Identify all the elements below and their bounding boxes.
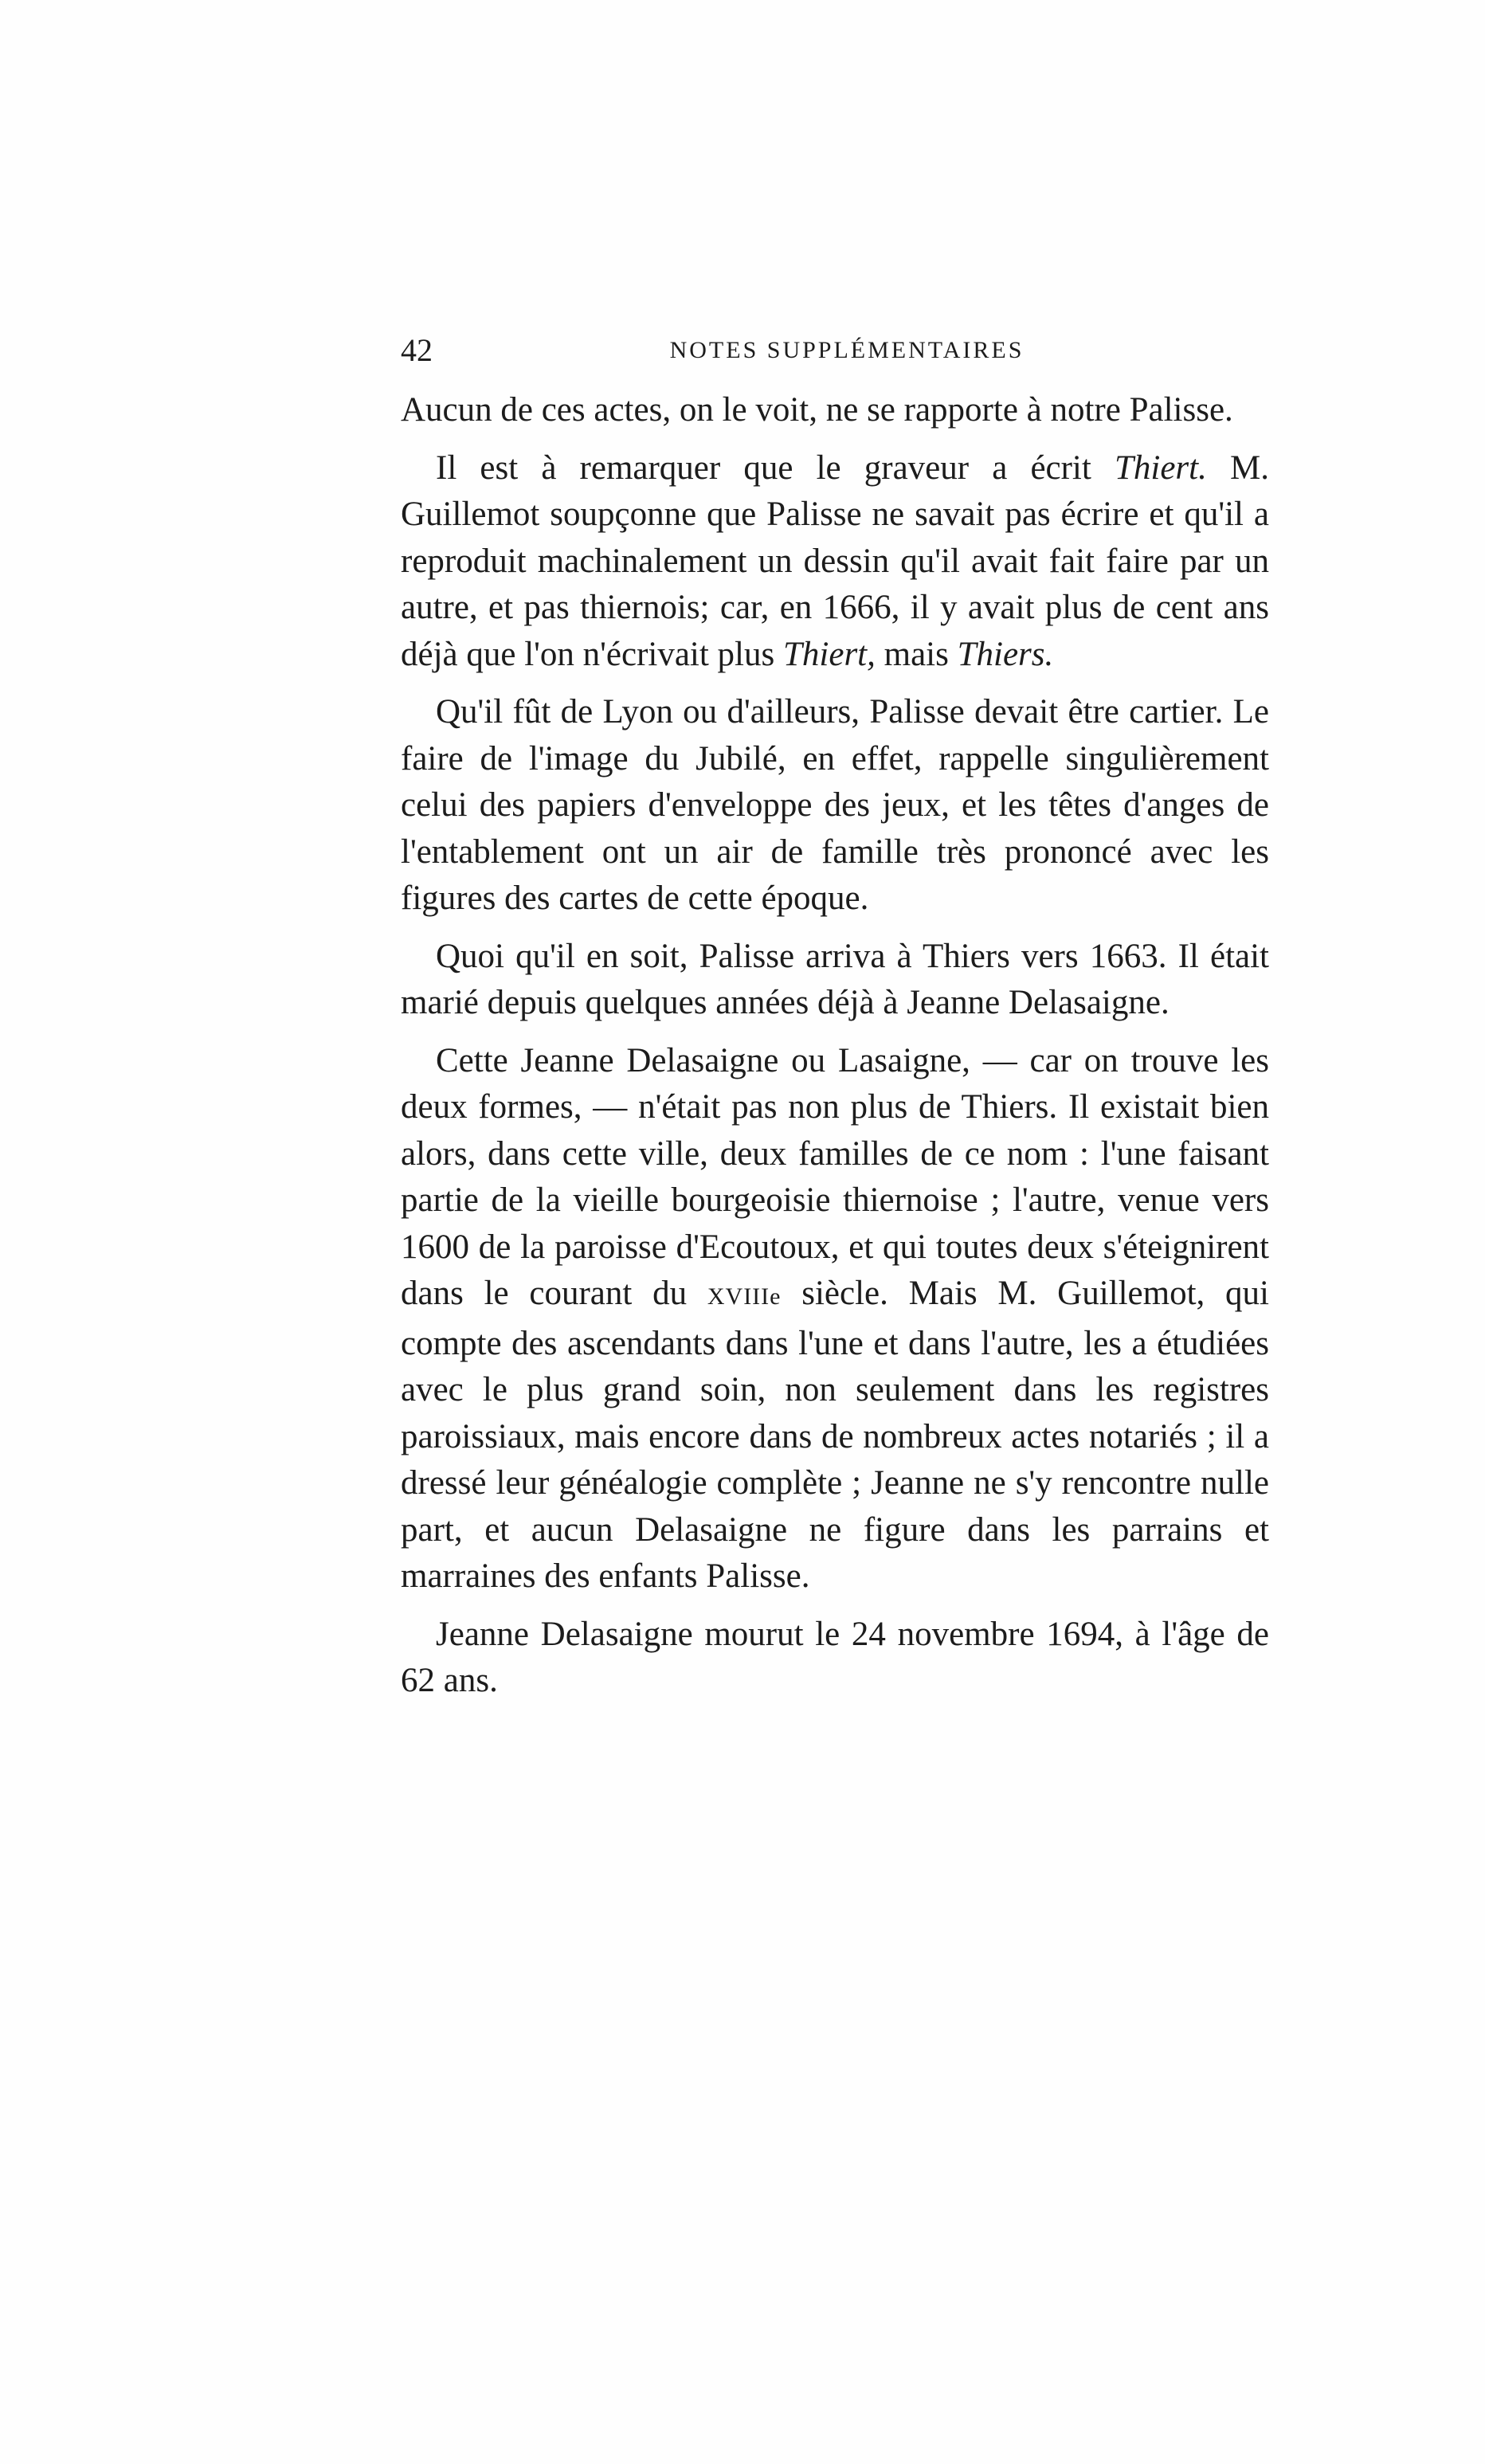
- century-numeral: XVIIIe: [707, 1283, 782, 1310]
- paragraph-2-text-b: M. Guillemot soupçonne que Palisse ne savait pas écrire et qu'il a reproduit machinalement un dessin qu'il avait fait faire par un autre, et pas thiernois; car, en 1666, il y avait plus de cent ans déjà que l'on n'écrivait plus: [401, 449, 1270, 673]
- paragraph-1: [401, 387, 1269, 434]
- paragraph-2-text-a: Il est à remarquer que le graveur a écrit: [436, 449, 1115, 487]
- paragraph-1-text: Aucun de ces actes, on le voit, ne se rapporte à notre Palisse.: [401, 391, 1233, 429]
- italic-thiers: Thiers.: [957, 635, 1054, 673]
- paragraph-4-text: Quoi qu'il en soit, Palisse arriva à Thiers vers 1663. Il était marié depuis quelques années déjà à Jeanne Delasaigne.: [401, 937, 1269, 1021]
- paragraph-6: [401, 1612, 1269, 1705]
- paragraph-4: [401, 934, 1269, 1027]
- page-number: 42: [401, 332, 433, 368]
- paragraph-2-text-c: mais: [875, 635, 958, 673]
- paragraph-5: [401, 1038, 1269, 1600]
- paragraph-3-text: Qu'il fût de Lyon ou d'ailleurs, Palisse devait être cartier. Le faire de l'image du Jubilé, en effet, rappelle singulièrement celui des papiers d'enveloppe des jeux, et les têtes d'anges de l'entablement ont un air de famille très prononcé avec les figures des cartes de cette époque.: [401, 693, 1269, 917]
- running-head: [401, 327, 1269, 374]
- italic-thiert-2: Thiert,: [783, 635, 876, 673]
- paragraph-5-text-b: siècle. Mais M. Guillemot, qui compte des ascendants dans l'une et dans l'autre, les a étudiées avec le plus grand soin, non seulement dans les registres paroissiaux, mais encore dans de nombreux actes notariés ; il a dressé leur généalogie complète ; Jeanne ne s'y rencontre nulle part, et aucun Delasaigne ne figure dans les parrains et marraines des enfants Palisse.: [401, 1275, 1269, 1595]
- paragraph-6-text: Jeanne Delasaigne mourut le 24 novembre 1694, à l'âge de 62 ans.: [401, 1615, 1269, 1699]
- paragraph-5-text-a: Cette Jeanne Delasaigne ou Lasaigne, — car on trouve les deux formes, — n'était pas non plus de Thiers. Il existait bien alors, dans cette ville, deux familles de ce nom : l'une faisant partie de la vieille bourgeoisie thiernoise ; l'autre, venue vers 1600 de la paroisse d'Ecoutoux, et qui toutes deux s'éteignirent dans le courant du: [401, 1041, 1269, 1312]
- paragraph-2: [401, 445, 1269, 679]
- running-title: NOTES SUPPLÉMENTAIRES: [669, 337, 1025, 363]
- paragraph-3: [401, 689, 1269, 923]
- italic-thiert: Thiert.: [1114, 449, 1207, 487]
- body-text: [401, 387, 1269, 1716]
